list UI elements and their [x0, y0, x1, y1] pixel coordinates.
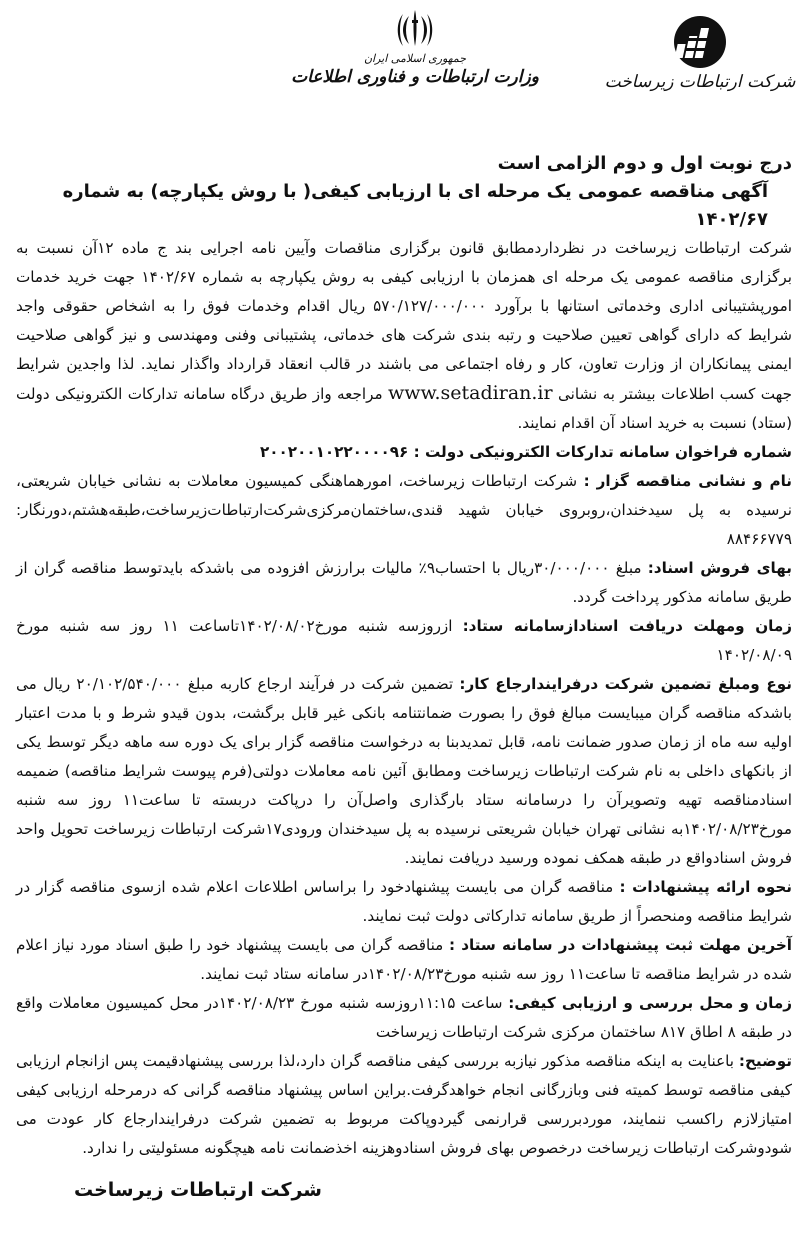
guarantee-label: نوع ومبلغ تضمین شرکت درفرایندارجاع کار: — [459, 675, 792, 693]
evaluation-paragraph — [16, 989, 792, 1047]
note-label: توضیح: — [738, 1052, 792, 1070]
intro-text-end: مراجعه واز طریق درگاه سامانه تدارکات الکترونیکی دولت (ستاد) نسبت به خرید اسناد آن اقدام نمایند. — [16, 385, 792, 432]
call-number-value: ۲۰۰۲۰۰۱۰۲۲۰۰۰۰۹۶ — [259, 443, 409, 461]
tenderer-label: نام و نشانی مناقصه گزار : — [583, 472, 793, 490]
last-deadline-value: مناقصه گران می بایست پیشنهاد خود را طبق اسناد مورد نیاز اعلام شده در شرایط مناقصه تا ساعت۱۱ روز سه شنبه مورخ۱۴۰۲/۰۸/۲۳در سامانه ستاد ثبت نمایند. — [16, 936, 792, 983]
page-header — [0, 0, 808, 130]
company-logo-text: شرکت ارتباطات زیرساخت — [604, 72, 796, 92]
intro-text: شرکت ارتباطات زیرساخت در نظرداردمطابق قانون برگزاری مناقصات وآیین نامه اجرایی بند ج ماده ۱۲آن نسبت به برگزاری مناقصه عمومی یک مرحله ای همزمان با ارزیابی کیفی به روش یکپارچه به شماره ۱۴۰۲/۶۷ جهت خرید خدمات امورپشتیبانی اداری وخدماتی استانها با برآورد ۵۷۰/۱۲۷/۰۰۰/۰۰۰ ریال اقدام وخدمات فوق را به اشخاص حقوقی واجد شرایط که دارای گواهی تعیین صلاحیت و رتبه بندی شرکت های خدماتی، پشتیبانی وفنی ومهندسی و نیز گواهی صلاحیت ایمنی پیمانکاران از وزارت تعاون، کار و رفاه اجتماعی می باشند در قالب انعقاد قرارداد واگذار نماید. لذا واجدین شرایط جهت کسب اطلاعات بیشتر به نشانی — [16, 239, 793, 403]
notice-body — [16, 150, 792, 1201]
iran-emblem-icon — [393, 6, 437, 50]
last-deadline-paragraph — [16, 931, 792, 989]
company-logo — [600, 14, 800, 114]
note-value: باعنایت به اینکه مناقصه مذکور نیازبه بررسی کیفی مناقصه گران دارد،لذا بررسی پیشنهادقیمت پس ازانجام ارزیابی کیفی مناقصه توسط کمیته فنی وبازرگانی انجام خواهدگرفت.براین اساس پیشنهاد مناقصه گرانی که درمرحله ارزیابی کیفی امتیازلازم راکسب ننمایند، موردبررسی قرارنمی گیردوپاکت مربوط به تضمین شرکت درفرایندارجاع کار عودت می شودوشرکت ارتباطات زیرساخت درخصوص بهای فروش اسنادوهزینه اخذضمانت نامه هیچگونه مسئولیتی را ندارد. — [16, 1052, 792, 1157]
method-paragraph — [16, 873, 792, 931]
intro-paragraph — [16, 234, 792, 438]
publish-line: درج نوبت اول و دوم الزامی است — [497, 153, 792, 174]
price-paragraph — [16, 554, 792, 612]
price-label: بهای فروش اسناد: — [647, 559, 792, 577]
note-paragraph — [16, 1047, 792, 1163]
evaluation-value: ساعت ۱۱:۱۵روزسه شنبه مورخ ۱۴۰۲/۰۸/۲۳در محل کمیسیون معاملات واقع در طبقه ۸ اطاق ۸۱۷ ساختمان مرکزی شرکت ارتباطات زیرساخت — [16, 994, 792, 1041]
call-number-row — [16, 438, 792, 467]
method-value: مناقصه گران می بایست پیشنهادخود را براساس اطلاعات اعلام شده ازسوی مناقصه گزار در شرایط مناقصه ومنحصراً از طریق سامانه تدارکاتی دولت ثبت نمایند. — [16, 878, 792, 925]
call-number-label: شماره فراخوان سامانه تدارکات الکترونیکی دولت : — [413, 443, 792, 461]
price-value: مبلغ ۳۰/۰۰۰/۰۰۰ریال با احتساب۹٪ مالیات برارزش افزوده می باشدکه بایدتوسط مناقصه گران از طریق سامانه مذکور پرداخت گردد. — [16, 559, 792, 606]
signature: شرکت ارتباطات زیرساخت — [73, 1179, 322, 1201]
setad-url-link[interactable]: www.setadiran.ir — [387, 382, 553, 404]
notice-title: آگهی مناقصه عمومی یک مرحله ای با ارزیابی کیفی( با روش یکپارچه) به شماره ۱۴۰۲/۶۷ — [62, 181, 768, 230]
method-label: نحوه ارائه پیشنهادات : — [619, 878, 793, 896]
last-deadline-label: آخرین مهلت ثبت پیشنهادات در سامانه ستاد : — [449, 936, 792, 954]
tenderer-paragraph — [16, 467, 792, 554]
company-logo-icon — [672, 14, 728, 70]
guarantee-value: تضمین شرکت در فرآیند ارجاع کاربه مبلغ ۲۰/۱۰۲/۵۴۰/۰۰۰ ریال می باشدکه مناقصه گران میبایست مبالغ فوق را بصورت ضمانتنامه بانکی غیر قابل برگشت، بدون قیدو شرط و با مدت اعتبار اولیه سه ماه از زمان صدور ضمانت نامه، قابل تمدیدبنا به درخواست مناقصه گزار برای یک دوره سه ماهه دیگر توسط یکی از بانکهای داخلی به نام شرکت ارتباطات زیرساخت ومطابق آئین نامه معاملات دولتی(فرم پیوست شرایط مناقصه) ضمیمه اسنادمناقصه تهیه وتصویرآن را درسامانه ستاد بارگذاری واصل‌آن را درپاکت دربسته تا ساعت۱۱ روز سه شنبه مورخ۱۴۰۲/۰۸/۲۳به نشانی تهران خیابان شریعتی نرسیده به پل سیدخندان ورودی۱۷شرکت ارتباطات زیرساخت تحویل واحد فروش اسنادواقع در طبقه همکف نموده ورسید دریافت نمایند. — [16, 675, 792, 867]
emblem-country-label: جمهوری اسلامی ایران — [363, 52, 467, 65]
ministry-emblem — [250, 6, 580, 116]
deadline-value: ازروزسه شنبه مورخ۱۴۰۲/۰۸/۰۲تاساعت ۱۱ روز سه شنبه مورخ ۱۴۰۲/۰۸/۰۹ — [16, 617, 792, 664]
deadline-paragraph — [16, 612, 792, 670]
ministry-name: وزارت ارتباطات و فناوری اطلاعات — [291, 67, 539, 87]
guarantee-paragraph — [16, 670, 792, 873]
evaluation-label: زمان و محل بررسی و ارزیابی کیفی: — [508, 994, 793, 1012]
tenderer-value: شرکت ارتباطات زیرساخت، امورهماهنگی کمیسیون معاملات به نشانی خیابان شریعتی، نرسیده به پل سیدخندان،روبروی خیابان شهید قندی،ساختمان‌مرکزی‌شرکت‌ارتباطات‌زیرساخت،طبقه‌هشتم،دورنگار: ۸۸۴۶۶۷۷۹ — [16, 472, 792, 548]
deadline-label: زمان ومهلت دریافت اسنادازسامانه ستاد: — [462, 617, 793, 635]
